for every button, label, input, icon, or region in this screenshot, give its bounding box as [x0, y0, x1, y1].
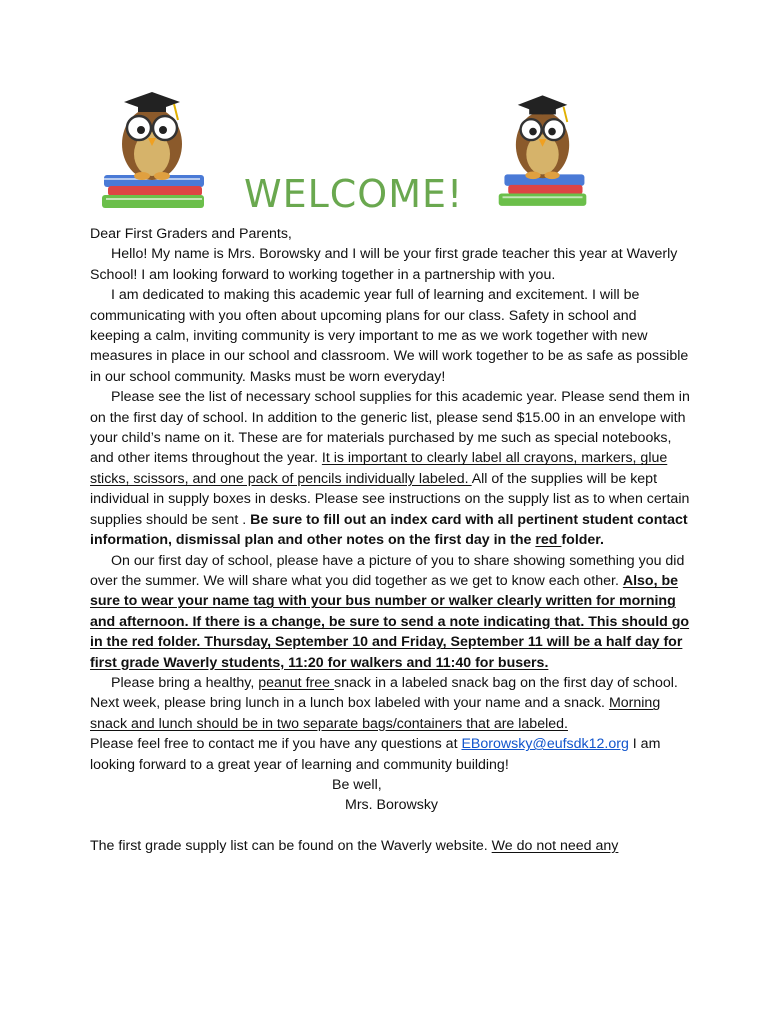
snack-text-a: Please bring a healthy, — [111, 674, 259, 691]
folder-word: folder. — [561, 532, 604, 549]
closing: Be well, — [332, 776, 382, 793]
letter-body — [90, 224, 690, 856]
signature: Mrs. Borowsky — [345, 797, 439, 814]
first-day-text: On our first day of school, please have a picture of you to share showing something you did over the summer. We will share what you did together as we get to know each other. — [90, 552, 685, 589]
name-tag-note: Also, be sure to wear your name tag with your bus number or walker clearly written for morning and afternoon. If there is a change, be sure to send a note indicating that. This should go in the red folder. Thursday, September 10 and Friday, September 11 will be a half day for first grade Waverly students, 11:20 for walkers and 11:40 for busers. — [90, 572, 690, 671]
supplies-boxes-text: All of the supplies will be kept individual in supply boxes in desks. Please see instructions on the supply list as to when certain supplies should be sent . — [90, 470, 690, 528]
red-folder-word: red — [535, 532, 562, 549]
email-link[interactable]: EBorowsky@eufsdk12.org — [461, 736, 629, 753]
footer-note — [90, 836, 690, 856]
greeting: Dear First Graders and Parents, — [90, 226, 292, 242]
paragraph-first-day — [90, 551, 690, 673]
peanut-free-note: peanut free — [258, 674, 334, 691]
paragraph-supplies — [90, 387, 690, 550]
snack-text-b: snack in a labeled snack bag on the first day of school. Next week, please bring lunch in a lunch box labeled with your name and a snack. — [90, 674, 678, 712]
contact-text: Please feel free to contact me if you have any questions at — [90, 736, 462, 753]
paragraph-snack — [90, 673, 690, 734]
paragraph-intro: Hello! My name is Mrs. Borowsky and I will be your first grade teacher this year at Waverly School! I am looking forward to working together in a partnership with you. — [90, 246, 678, 283]
supplies-label-note: It is important to clearly label all crayons, markers, glue sticks, scissors, and one pack of pencils individually labeled. — [90, 450, 668, 487]
contact-text-b: I am looking forward to a great year of learning and community building! — [90, 736, 661, 773]
paragraph-safety: I am dedicated to making this academic year full of learning and excitement. I will be communicating with you often about upcoming plans for our class. Safety in school and keeping a calm, inviting community is very important to me as we work together with new measures in place in our school and classroom. We will work together to be as safe as possible in our school community. Masks must be worn everyday! — [90, 287, 689, 385]
footer-text: The first grade supply list can be found on the Waverly website. — [90, 837, 492, 854]
separate-bags-note: Morning snack and lunch should be in two separate bags/containers that are labeled. — [90, 695, 661, 732]
index-card-note: Be sure to fill out an index card with all pertinent student contact information, dismissal plan and other notes on the first day in the — [90, 511, 688, 549]
footer-underlined: We do not need any — [491, 837, 619, 854]
owl-right-icon — [493, 95, 593, 210]
page-title: WELCOME! — [244, 172, 464, 216]
paragraph-contact — [90, 734, 690, 775]
supplies-text: Please see the list of necessary school supplies for this academic year. Please send them in on the first day of school. In addition to the generic list, please send $15.00 in an envelope with your child’s name on it. These are for materials purchased by me such as special notebooks, and other items throughout the year. — [90, 389, 690, 467]
owl-left-icon — [102, 92, 207, 212]
